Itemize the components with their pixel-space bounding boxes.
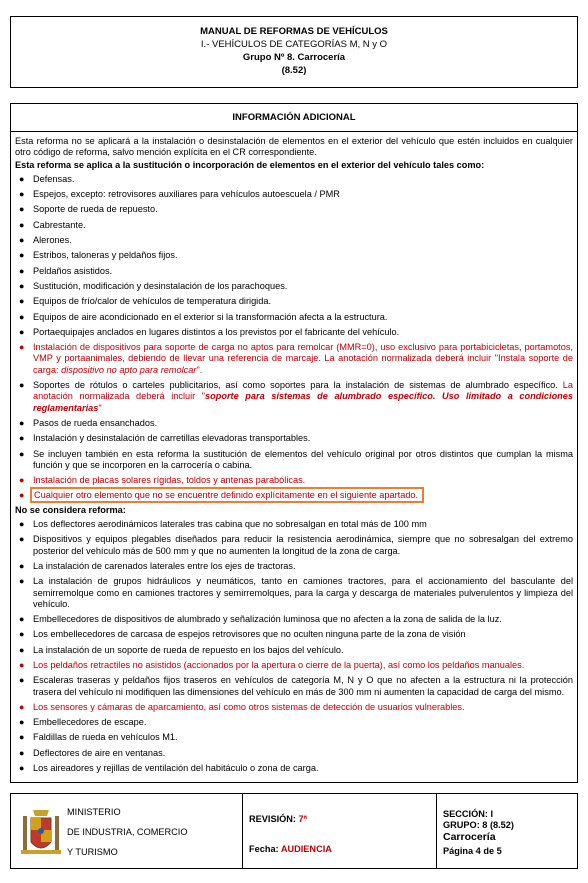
list-item-red: ● Instalación de placas solares rígidas, toldos y antenas parabólicas. (19, 475, 306, 486)
list-item-red: ● Los sensores y cámaras de aparcamiento, así como otros sistemas de detección de usuarios vulnerables. (19, 701, 465, 712)
bullet-icon: ● (19, 219, 25, 230)
group-line: Grupo Nº 8. Carrocería (242, 52, 346, 63)
section-label: SECCIÓN: I (443, 809, 494, 819)
code-line: (8.52) (281, 65, 307, 76)
carroceria-label: Carrocería (443, 831, 496, 843)
ministry-line-3: Y TURISMO (67, 847, 118, 857)
bullet-icon: ● (19, 614, 25, 625)
list-item: ● Peldaños asistidos. (19, 265, 113, 276)
list-item: ● Equipos de aire acondicionado en el exterior si la transformación afecta a la estructura. (19, 311, 388, 322)
list-item: ● Los deflectores aerodinámicos laterales tras cabina que no sobresalgan en total más de 100 mm (19, 519, 427, 530)
bullet-icon: ● (19, 235, 25, 246)
document-footer (10, 793, 578, 869)
list-item: ● Dispositivos y equipos plegables diseñados para reducir la resistencia aerodinámica, siempre que no sobresalgan del extremo posterior del vehículo más de 500 mm y que no aumenten la longitud de la zona de carga. (19, 534, 573, 556)
bullet-icon: ● (19, 701, 25, 712)
bullet-icon: ● (19, 675, 25, 686)
revision: REVISIÓN: 7ª (249, 814, 308, 824)
bullet-icon: ● (19, 519, 25, 530)
list-item: ● Espejos, excepto: retrovisores auxiliares para vehículos autoescuela / PMR (19, 189, 340, 200)
list-item: ● Los embellecedores de carcasa de espejos retrovisores que no oculten ninguna parte de la zona de visión (19, 629, 466, 640)
bullet-icon: ● (19, 204, 25, 215)
bullet-icon: ● (19, 417, 25, 428)
bullet-icon: ● (19, 659, 25, 670)
bullet-icon: ● (19, 173, 25, 184)
revision-block (243, 794, 437, 868)
list-item-red: ● Los peldaños retractiles no asistidos (accionados por la apertura o cierre de la puerta), así como los peldaños manuales. (19, 659, 525, 670)
bullet-icon: ● (19, 732, 25, 743)
applies-list (15, 172, 573, 504)
bullet-icon: ● (19, 311, 25, 322)
intro-paragraph: Esta reforma no se aplicará a la instalación o desinstalación de elementos en el exterior del vehículo que estén incluidos en cualquier otro código de reforma, salvo mención explícita en el CR correspondiente. (15, 136, 573, 158)
applies-heading: Esta reforma se aplica a la sustitución o incorporación de elementos en el exterior del vehículo tales como: (15, 159, 485, 170)
manual-title: MANUAL DE REFORMAS DE VEHÍCULOS (200, 26, 388, 37)
list-item: ● Cabrestante. (19, 219, 86, 230)
category-line: I.- VEHÍCULOS DE CATEGORÍAS M, N y O (200, 39, 388, 50)
bullet-icon: ● (19, 534, 25, 545)
list-item: ● Instalación y desinstalación de carretillas elevadoras transportables. (19, 433, 311, 444)
bullet-icon: ● (19, 448, 25, 459)
list-item: ● Escaleras traseras y peldaños fijos traseros en vehículos de categoría M, N y O que no afecten a la estructura ni la protección trasera del vehículo ni modifiquen las dimensiones del vehículo en más de 300 mm ni aumenten la capacidad de carga del mismo. (19, 675, 573, 697)
bullet-icon: ● (19, 189, 25, 200)
list-item: ● Faldillas de rueda en vehículos M1. (19, 732, 178, 743)
bullet-icon: ● (19, 629, 25, 640)
ministry-line-1: MINISTERIO (67, 807, 121, 817)
not-reform-list (15, 517, 573, 776)
list-item: ● Defensas. (19, 173, 75, 184)
list-item: ● La instalación de un soporte de rueda de repuesto en los bajos del vehículo. (19, 644, 344, 655)
bullet-icon: ● (19, 490, 25, 501)
bullet-icon: ● (19, 475, 25, 486)
list-item: ● Estribos, taloneras y peldaños fijos. (19, 250, 178, 261)
list-item: ● Los aireadores y rejillas de ventilación del habitáculo o zona de carga. (19, 763, 319, 774)
section-title: INFORMACIÓN ADICIONAL (11, 104, 577, 132)
section-body (11, 132, 577, 776)
bullet-icon: ● (19, 576, 25, 587)
list-item: ● Portaequipajes anclados en lugares distintos a los previstos por el fabricante del vehículo. (19, 326, 400, 337)
list-item: ● La instalación de grupos hidráulicos y neumáticos, tanto en camiones tractores, para el accionamiento del basculante del semirremolque como en camiones tractores y semirremolques, para la carga y descarga de materiales pulverulentos y limpieza del vehículo. (19, 576, 573, 609)
bullet-icon: ● (19, 265, 25, 276)
bullet-icon: ● (19, 296, 25, 307)
list-item-red: ● Instalación de dispositivos para soporte de carga no aptos para remolcar (MMR=0), uso exclusivo para portabicicletas, portamotos, VMP y portaanimales, debiendo de llevar una referencia de marcaje. La anotación normalizada deberá incluir "Instala soporte de carga: dispositivo no apto para remolcar". (19, 342, 573, 375)
bullet-icon: ● (19, 342, 25, 353)
list-item: ● Alerones. (19, 235, 72, 246)
bullet-icon: ● (19, 560, 25, 571)
list-item: ● Equipos de frío/calor de vehículos de temperatura dirigida. (19, 296, 271, 307)
list-item: ● Embellecedores de escape. (19, 717, 147, 728)
bullet-icon: ● (19, 747, 25, 758)
bullet-icon: ● (19, 326, 25, 337)
bullet-icon: ● (19, 380, 25, 391)
bullet-icon: ● (19, 280, 25, 291)
bullet-icon: ● (19, 763, 25, 774)
list-item: ● La instalación de carenados laterales entre los ejes de tractoras. (19, 560, 296, 571)
list-item: ● Embellecedores de dispositivos de alumbrado y señalización luminosa que no afecten a la zona de salida de la luz. (19, 614, 502, 625)
bullet-icon: ● (19, 433, 25, 444)
coat-of-arms-icon (21, 806, 61, 858)
group-label: GRUPO: 8 (8.52) (443, 820, 514, 830)
list-item: ● Soporte de rueda de repuesto. (19, 204, 158, 215)
document-header (10, 16, 578, 88)
additional-info-section (10, 103, 578, 783)
not-reform-heading: No se considera reforma: (15, 504, 126, 515)
page-number: Página 4 de 5 (443, 846, 502, 856)
list-item-highlighted (15, 488, 573, 503)
bullet-icon: ● (19, 644, 25, 655)
list-item-mixed: ● Soportes de rótulos o carteles publicitarios, así como soportes para la instalación de sistemas de alumbrado específico. La anotación normalizada deberá incluir "soporte para sistemas de alumbrado específico. Uso limitado a condiciones reglamentarias" (19, 380, 574, 413)
list-item: ● Pasos de rueda ensanchados. (19, 417, 158, 428)
highlight-box: Cualquier otro elemento que no se encuentre definido explícitamente en el siguiente apartado. (33, 490, 421, 500)
section-info-block (437, 794, 577, 868)
date: Fecha: AUDIENCIA (249, 844, 332, 854)
list-item: ● Se incluyen también en esta reforma la sustitución de elementos del vehículo original por otros distintos que cumplan la misma función y que se incorporen en la carrocería o cabina. (19, 448, 573, 470)
bullet-icon: ● (19, 250, 25, 261)
bullet-icon: ● (19, 717, 25, 728)
list-item: ● Sustitución, modificación y desinstalación de los parachoques. (19, 280, 288, 291)
ministry-line-2: DE INDUSTRIA, COMERCIO (67, 827, 188, 837)
ministry-block (11, 794, 243, 868)
list-item: ● Deflectores de aire en ventanas. (19, 747, 166, 758)
